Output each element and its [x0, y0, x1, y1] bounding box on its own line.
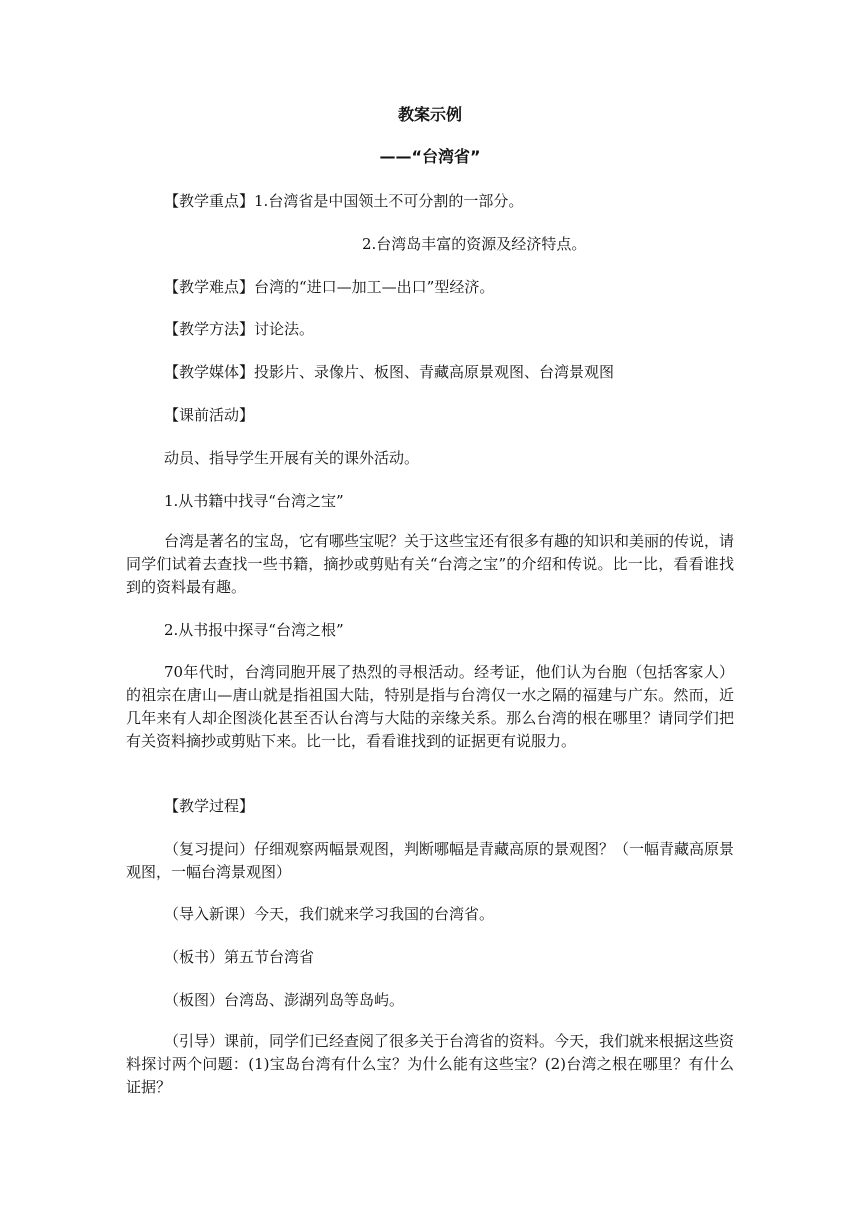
process-label: 【教学过程】 [164, 797, 255, 815]
item-1-text: 台湾是著名的宝岛，它有哪些宝呢？关于这些宝还有很多有趣的知识和美丽的传说，请同学们试着去查找一些书籍，摘抄或剪贴有关“台湾之宝”的介绍和传说。比一比，看看谁找到的资料最有趣。 [126, 532, 735, 596]
pre-class-heading [126, 404, 734, 427]
board-map: （板图）台湾岛、澎湖列岛等岛屿。 [164, 991, 405, 1009]
item-2-text: 70年代时，台湾同胞开展了热烈的寻根活动。经考证，他们认为台胞（包括客家人）的祖宗在唐山—唐山就是指祖国大陆，特别是指与台湾仅一水之隔的福建与广东。然而，近几年来有人却企图淡化甚至否认台湾与大陆的亲缘关系。那么台湾的根在哪里？请同学们把有关资料摘抄或剪贴下来。比一比，看看谁找到的证据更有说服力。 [126, 663, 734, 750]
teaching-process-heading [126, 795, 734, 818]
item-2-title: 2.从书报中探寻“台湾之根” [164, 621, 344, 639]
difficulty-text: 台湾的“进口—加工—出口”型经济。 [254, 278, 495, 296]
method-text: 讨论法。 [254, 320, 315, 338]
doc-title: 教案示例 [397, 105, 462, 124]
focus-item-2: 2.台湾岛丰富的资源及经济特点。 [362, 235, 587, 253]
review-question: （复习提问）仔细观察两幅景观图，判断哪幅是青藏高原的景观图？（一幅青藏高原景观图，一幅台湾景观图） [126, 840, 735, 881]
difficulty-label: 【教学难点】 [164, 278, 255, 296]
new-lesson-intro: （导入新课）今天，我们就来学习我国的台湾省。 [164, 905, 495, 923]
method-label: 【教学方法】 [164, 320, 255, 338]
board-writing: （板书）第五节台湾省 [164, 948, 315, 966]
focus-item-1: 1.台湾省是中国领土不可分割的一部分。 [254, 192, 524, 210]
item-1-title: 1.从书籍中找寻“台湾之宝” [164, 492, 344, 510]
guide-text: （引导）课前，同学们已经查阅了很多关于台湾省的资料。今天，我们就来根据这些资料探讨两个问题：(1)宝岛台湾有什么宝？为什么能有这些宝？(2)台湾之根在哪里？有什么证据？ [126, 1032, 735, 1096]
media-label: 【教学媒体】 [164, 363, 255, 381]
doc-subtitle: ——“台湾省” [379, 147, 481, 166]
pre-label: 【课前活动】 [164, 406, 255, 424]
teaching-difficulty [126, 276, 734, 299]
teaching-method [126, 318, 734, 341]
media-text: 投影片、录像片、板图、青藏高原景观图、台湾景观图 [254, 363, 615, 381]
teaching-media [126, 361, 734, 384]
pre-class-intro: 动员、指导学生开展有关的课外活动。 [164, 449, 420, 467]
focus-label: 【教学重点】 [164, 192, 255, 210]
teaching-focus [126, 190, 734, 213]
